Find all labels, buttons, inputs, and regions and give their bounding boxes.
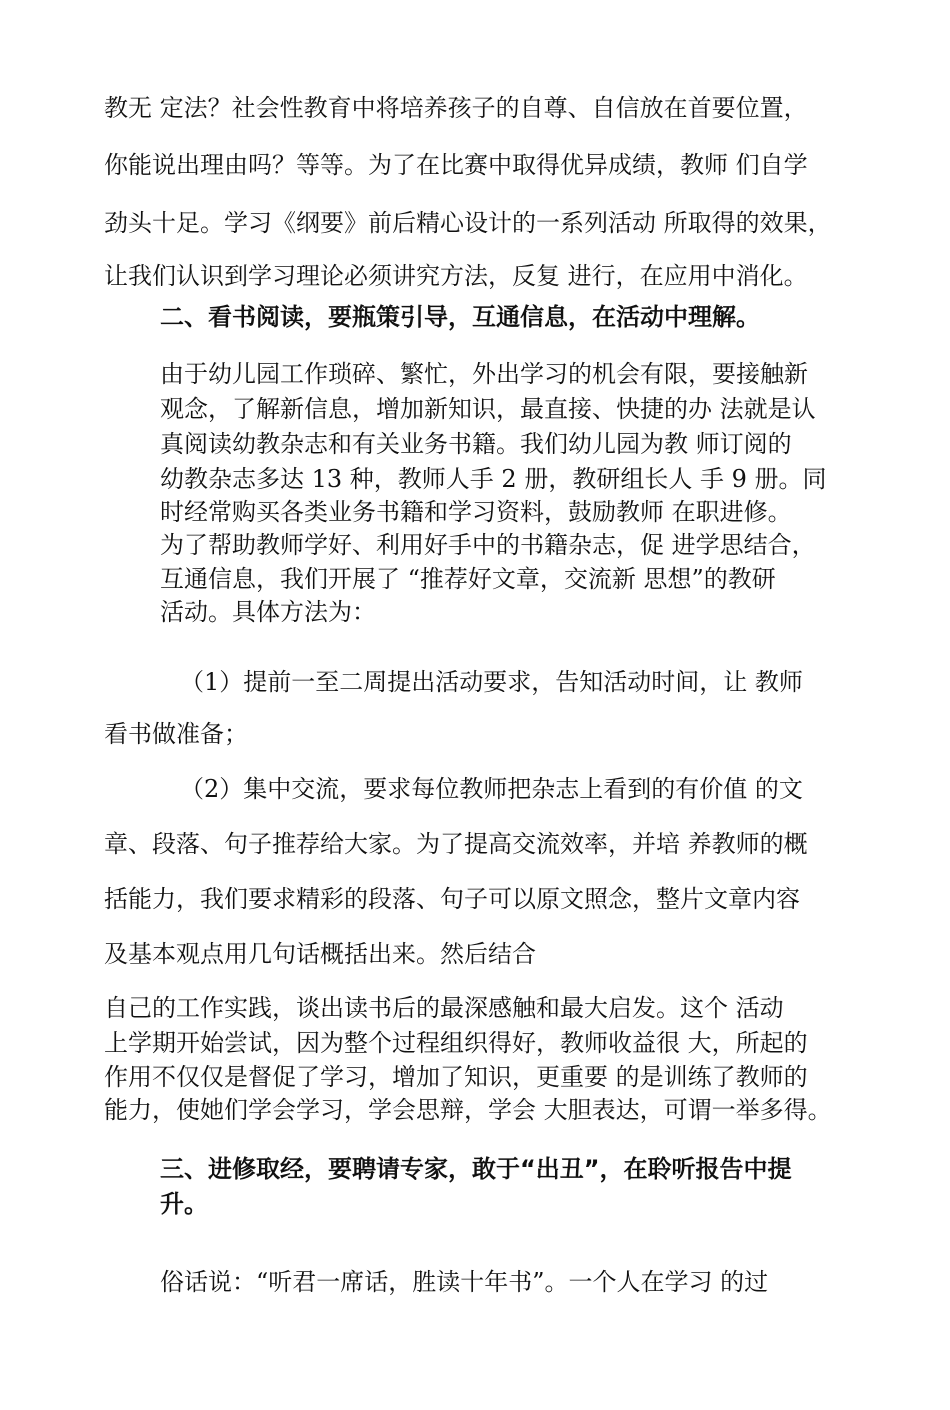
- section-heading-2: 二、看书阅读，要瓶策引导，互通信息，在活动中理解。: [160, 303, 760, 331]
- para-3-line-4: 能力，使她们学会学习，学会思辩，学会 大胆表达，可谓一举多得。: [104, 1096, 832, 1124]
- section-heading-3-line-2: 升。: [160, 1190, 208, 1218]
- item-1-line-2: 看书做准备；: [104, 720, 248, 748]
- item-1-line-1: （1）提前一至二周提出活动要求，告知活动时间，让 教师: [180, 668, 803, 696]
- para-3-line-1: 自己的工作实践，谈出读书后的最深感触和最大启发。这个 活动: [104, 994, 784, 1022]
- para-2-line-2: 观念，了解新信息，增加新知识，最直接、快捷的办 法就是认: [160, 395, 816, 423]
- para-1-line-2: 你能说出理由吗？等等。为了在比赛中取得优异成绩，教师 们自学: [104, 151, 808, 179]
- para-2-line-6: 为了帮助教师学好、利用好手中的书籍杂志，促 进学思结合，: [160, 531, 816, 559]
- para-3-line-2: 上学期开始尝试，因为整个过程组织得好，教师收益很 大，所起的: [104, 1029, 808, 1057]
- item-2-line-4: 及基本观点用几句话概括出来。然后结合: [104, 940, 536, 968]
- item-2-line-2: 章、段落、句子推荐给大家。为了提高交流效率，并培 养教师的概: [104, 830, 808, 858]
- para-3-line-3: 作用不仅仅是督促了学习，增加了知识，更重要 的是训练了教师的: [104, 1063, 808, 1091]
- para-4-line-1: 俗话说：“听君一席话，胜读十年书”。一个人在学习 的过: [160, 1268, 769, 1296]
- para-2-line-1: 由于幼儿园工作琐碎、繁忙，外出学习的机会有限，要接触新: [160, 360, 808, 388]
- para-1-line-4: 让我们认识到学习理论必须讲究方法，反复 进行，在应用中消化。: [104, 262, 808, 290]
- para-2-line-3: 真阅读幼教杂志和有关业务书籍。我们幼儿园为教 师订阅的: [160, 430, 792, 458]
- item-2-line-3: 括能力，我们要求精彩的段落、句子可以原文照念，整片文章内容: [104, 885, 800, 913]
- section-heading-3-line-1: 三、进修取经，要聘请专家，敢于“出丑”，在聆听报告中提: [160, 1155, 792, 1183]
- para-2-line-5: 时经常购买各类业务书籍和学习资料，鼓励教师 在职进修。: [160, 498, 792, 526]
- para-1-line-1: 教无 定法？社会性教育中将培养孩子的自尊、自信放在首要位置，: [104, 94, 808, 122]
- para-2-line-4: 幼教杂志多达 13 种，教师人手 2 册，教研组长人 手 9 册。同: [160, 465, 827, 493]
- para-2-line-7: 互通信息，我们开展了 “推荐好文章，交流新 思想”的教研: [160, 565, 776, 593]
- para-2-line-8: 活动。具体方法为：: [160, 598, 376, 626]
- item-2-line-1: （2）集中交流，要求每位教师把杂志上看到的有价值 的文: [180, 775, 803, 803]
- para-1-line-3: 劲头十足。学习《纲要》前后精心设计的一系列活动 所取得的效果，: [104, 209, 832, 237]
